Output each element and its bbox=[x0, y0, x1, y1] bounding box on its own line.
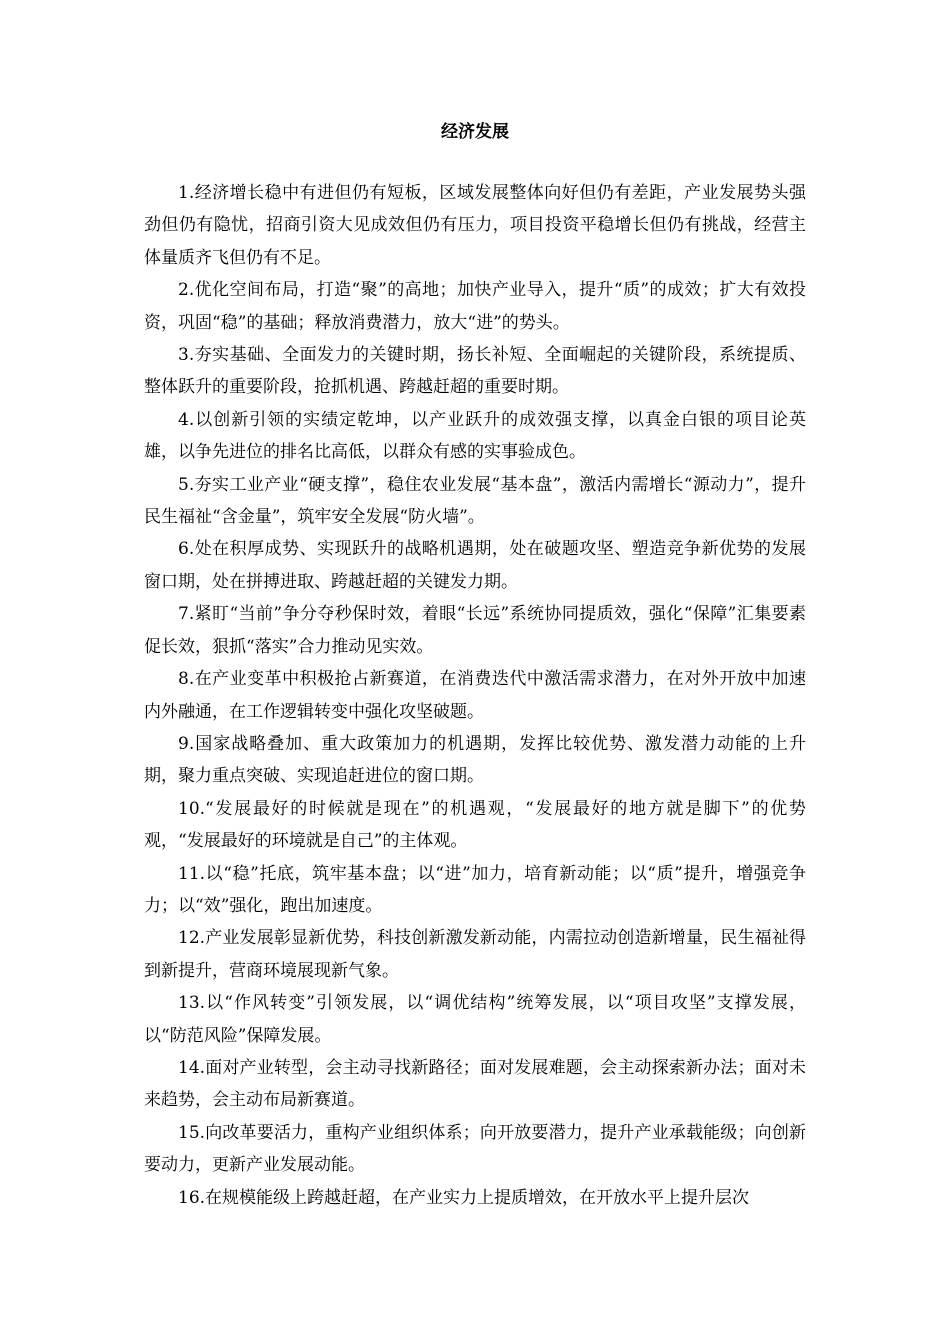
document-body bbox=[144, 177, 806, 1214]
paragraph-5: 5.夯实工业产业“硬支撑”，稳住农业发展“基本盘”，激活内需增长“源动力”，提升民生福祉“含金量”，筑牢安全发展“防火墙”。 bbox=[144, 474, 806, 528]
paragraph-11: 11.以“稳”托底，筑牢基本盘；以“进”加力，培育新动能；以“质”提升，增强竞争力；以“效”强化，跑出加速度。 bbox=[144, 863, 806, 916]
paragraph-9: 9.国家战略叠加、重大政策加力的机遇期，发挥比较优势、激发潜力动能的上升期，聚力重点突破、实现追赶进位的窗口期。 bbox=[144, 733, 806, 787]
paragraph-6: 6.处在积厚成势、实现跃升的战略机遇期，处在破题攻坚、塑造竞争新优势的发展窗口期，处在拼搏进取、跨越赶超的关键发力期。 bbox=[144, 539, 806, 592]
paragraph-4: 4.以创新引领的实绩定乾坤，以产业跃升的成效强支撑，以真金白银的项目论英雄，以争先进位的排名比高低，以群众有感的实事验成色。 bbox=[144, 409, 806, 463]
paragraph-14: 14.面对产业转型，会主动寻找新路径；面对发展难题，会主动探索新办法；面对未来趋势，会主动布局新赛道。 bbox=[144, 1057, 806, 1111]
paragraph-2: 2.优化空间布局，打造“聚”的高地；加快产业导入，提升“质”的成效；扩大有效投资，巩固“稳”的基础；释放消费潜力，放大“进”的势头。 bbox=[144, 280, 806, 333]
paragraph-10: 10.“发展最好的时候就是现在”的机遇观，“发展最好的地方就是脚下”的优势观，“发展最好的环境就是自己”的主体观。 bbox=[144, 798, 806, 852]
paragraph-1: 1.经济增长稳中有进但仍有短板，区域发展整体向好但仍有差距，产业发展势头强劲但仍有隐忧，招商引资大见成效但仍有压力，项目投资平稳增长但仍有挑战，经营主体量质齐飞但仍有不足。 bbox=[144, 183, 806, 268]
document-title: 经济发展 bbox=[441, 122, 509, 142]
paragraph-16: 16.在规模能级上跨越赶超，在产业实力上提质增效，在开放水平上提升层次 bbox=[178, 1187, 750, 1208]
paragraph-12: 12.产业发展彰显新优势，科技创新激发新动能，内需拉动创造新增量，民生福祉得到新提升，营商环境展现新气象。 bbox=[144, 928, 806, 981]
paragraph-7: 7.紧盯“当前”争分夺秒保时效，着眼“长远”系统协同提质效，强化“保障”汇集要素促长效，狠抓“落实”合力推动见实效。 bbox=[144, 604, 806, 657]
paragraph-3: 3.夯实基础、全面发力的关键时期，扬长补短、全面崛起的关键阶段，系统提质、整体跃升的重要阶段，抢抓机遇、跨越赶超的重要时期。 bbox=[144, 345, 806, 398]
paragraph-13: 13.以“作风转变”引领发展，以“调优结构”统筹发展，以“项目攻坚”支撑发展，以“防范风险”保障发展。 bbox=[144, 993, 806, 1046]
paragraph-15: 15.向改革要活力，重构产业组织体系；向开放要潜力，提升产业承载能级；向创新要动力，更新产业发展动能。 bbox=[144, 1122, 806, 1176]
paragraph-8: 8.在产业变革中积极抢占新赛道，在消费迭代中激活需求潜力，在对外开放中加速内外融通，在工作逻辑转变中强化攻坚破题。 bbox=[144, 669, 806, 722]
